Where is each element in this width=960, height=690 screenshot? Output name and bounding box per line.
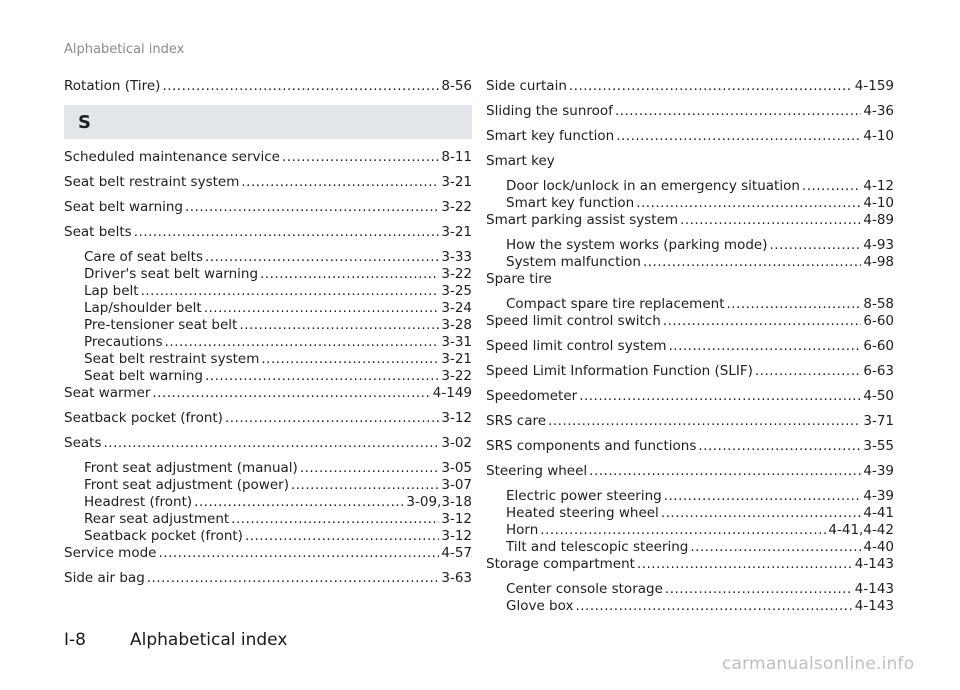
index-entry: Service mode ..... 4-57 — [64, 545, 472, 562]
index-entry: Scheduled maintenance service ..... 8-11 — [64, 149, 472, 166]
index-subentry: Door lock/unlock in an emergency situation ..... 4-12 — [486, 178, 894, 195]
index-subentry: Tilt and telescopic steering ..... 4-40 — [486, 539, 894, 556]
index-column-left — [64, 78, 472, 587]
index-subentry: Rear seat adjustment ..... 3-12 — [64, 511, 472, 528]
section-header-s — [64, 105, 472, 139]
section-letter: S — [78, 111, 91, 133]
index-entry: Speed limit control switch ..... 6-60 — [486, 313, 894, 330]
page-footer — [64, 630, 287, 650]
index-entry: Rotation (Tire) ..... 8-56 — [64, 78, 472, 95]
index-subentry: Center console storage ..... 4-143 — [486, 581, 894, 598]
index-column-right — [486, 78, 894, 615]
index-entry: Seatback pocket (front) ..... 3-12 — [64, 410, 472, 427]
index-subentry: Lap belt ..... 3-25 — [64, 283, 472, 300]
index-subentry: Smart key function ..... 4-10 — [486, 195, 894, 212]
index-subentry: Driver's seat belt warning ..... 3-22 — [64, 266, 472, 283]
index-entry: Spare tire — [486, 271, 552, 287]
index-subentry: Horn ..... 4-41,4-42 — [486, 522, 894, 539]
index-subentry: Seatback pocket (front) ..... 3-12 — [64, 528, 472, 545]
index-subentry: Electric power steering ..... 4-39 — [486, 488, 894, 505]
index-entry: Sliding the sunroof ..... 4-36 — [486, 103, 894, 120]
index-subentry: Glove box ..... 4-143 — [486, 598, 894, 615]
index-subentry: Seat belt restraint system ..... 3-21 — [64, 351, 472, 368]
index-subentry: Seat belt warning ..... 3-22 — [64, 368, 472, 385]
index-entry: Speed limit control system ..... 6-60 — [486, 338, 894, 355]
index-entry: Seat belt restraint system ..... 3-21 — [64, 174, 472, 191]
running-header: Alphabetical index — [64, 42, 185, 57]
index-subentry: Care of seat belts ..... 3-33 — [64, 249, 472, 266]
index-entry: Seat belt warning ..... 3-22 — [64, 199, 472, 216]
index-subentry: Headrest (front) ..... 3-09,3-18 — [64, 494, 472, 511]
index-subentry: Pre-tensioner seat belt ..... 3-28 — [64, 317, 472, 334]
index-entry: Side air bag ..... 3-63 — [64, 570, 472, 587]
footer-title: Alphabetical index — [130, 630, 288, 650]
index-subentry: Compact spare tire replacement ..... 8-58 — [486, 296, 894, 313]
index-subentry: How the system works (parking mode) ..... 4-93 — [486, 237, 894, 254]
index-entry: Seat belts ..... 3-21 — [64, 224, 472, 241]
index-entry: SRS components and functions ..... 3-55 — [486, 438, 894, 455]
index-entry: Smart key function ..... 4-10 — [486, 128, 894, 145]
index-subentry: Front seat adjustment (manual) ..... 3-05 — [64, 460, 472, 477]
index-subentry: Heated steering wheel ..... 4-41 — [486, 505, 894, 522]
index-entry: Side curtain ..... 4-159 — [486, 78, 894, 95]
index-subentry: Front seat adjustment (power) ..... 3-07 — [64, 477, 472, 494]
watermark: carmanualsonline.info — [722, 654, 915, 674]
index-entry: SRS care ..... 3-71 — [486, 413, 894, 430]
index-entry: Steering wheel ..... 4-39 — [486, 463, 894, 480]
index-entry: Storage compartment ..... 4-143 — [486, 556, 894, 573]
index-subentry: System malfunction ..... 4-98 — [486, 254, 894, 271]
index-subentry: Precautions ..... 3-31 — [64, 334, 472, 351]
index-entry: Speedometer ..... 4-50 — [486, 388, 894, 405]
index-entry: Seats ..... 3-02 — [64, 435, 472, 452]
page-number: I-8 — [64, 630, 86, 650]
index-entry: Smart parking assist system ..... 4-89 — [486, 212, 894, 229]
index-entry: Seat warmer ..... 4-149 — [64, 385, 472, 402]
index-subentry: Lap/shoulder belt ..... 3-24 — [64, 300, 472, 317]
index-entry: Speed Limit Information Function (SLIF) ..... 6-63 — [486, 363, 894, 380]
index-entry: Smart key — [486, 153, 555, 169]
